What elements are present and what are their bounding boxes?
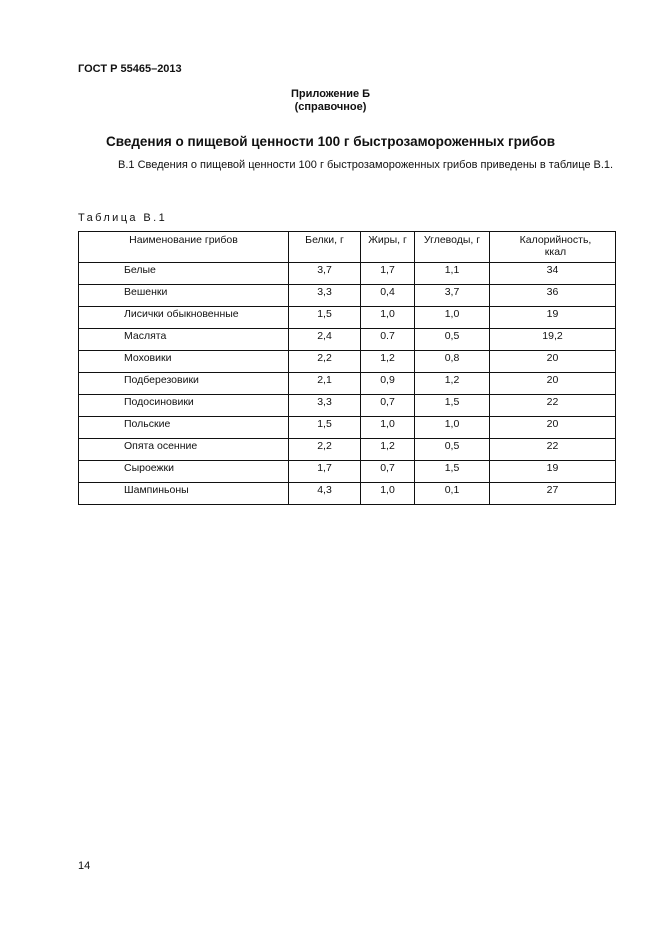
header-row bbox=[79, 232, 616, 263]
cell-calories: 34 bbox=[490, 263, 616, 285]
cell-protein: 1,5 bbox=[289, 417, 361, 439]
page-number: 14 bbox=[78, 860, 91, 872]
cell-carbs: 0,8 bbox=[415, 351, 490, 373]
cell-name: Подосиновики bbox=[79, 395, 289, 417]
cell-name: Шампиньоны bbox=[79, 483, 289, 505]
table-row bbox=[79, 417, 616, 439]
cell-fat: 1,2 bbox=[361, 351, 415, 373]
cell-name: Белые bbox=[79, 263, 289, 285]
column-header-fat: Жиры, г bbox=[361, 232, 415, 263]
column-header-calories: Калорийность, ккал bbox=[490, 232, 616, 263]
intro-paragraph: В.1 Сведения о пищевой ценности 100 г быстрозамороженных грибов приведены в таблице В.1. bbox=[118, 159, 614, 171]
cell-fat: 1,2 bbox=[361, 439, 415, 461]
column-header-name: Наименование грибов bbox=[79, 232, 289, 263]
nutrition-table bbox=[78, 231, 616, 505]
table-row bbox=[79, 461, 616, 483]
cell-protein: 3,7 bbox=[289, 263, 361, 285]
cell-fat: 1,0 bbox=[361, 483, 415, 505]
table-row bbox=[79, 329, 616, 351]
cell-calories: 19,2 bbox=[490, 329, 616, 351]
cell-carbs: 1,1 bbox=[415, 263, 490, 285]
cell-calories: 20 bbox=[490, 373, 616, 395]
cell-calories: 19 bbox=[490, 461, 616, 483]
column-header-protein: Белки, г bbox=[289, 232, 361, 263]
cell-carbs: 0,5 bbox=[415, 439, 490, 461]
table-row bbox=[79, 395, 616, 417]
cell-name: Польские bbox=[79, 417, 289, 439]
cell-name: Моховики bbox=[79, 351, 289, 373]
cell-name: Опята осенние bbox=[79, 439, 289, 461]
cell-protein: 2,2 bbox=[289, 439, 361, 461]
cell-protein: 2,2 bbox=[289, 351, 361, 373]
cell-carbs: 1,0 bbox=[415, 417, 490, 439]
cell-name: Лисички обыкновенные bbox=[79, 307, 289, 329]
cell-protein: 1,7 bbox=[289, 461, 361, 483]
cell-fat: 1,0 bbox=[361, 417, 415, 439]
cell-carbs: 1,2 bbox=[415, 373, 490, 395]
table-row bbox=[79, 373, 616, 395]
cell-name: Сыроежки bbox=[79, 461, 289, 483]
cell-name: Вешенки bbox=[79, 285, 289, 307]
table-caption: Таблица В.1 bbox=[78, 212, 168, 224]
cell-calories: 36 bbox=[490, 285, 616, 307]
appendix-note: (справочное) bbox=[294, 101, 367, 113]
table-row bbox=[79, 307, 616, 329]
cell-calories: 20 bbox=[490, 417, 616, 439]
table-row bbox=[79, 351, 616, 373]
cell-protein: 1,5 bbox=[289, 307, 361, 329]
cell-protein: 3,3 bbox=[289, 395, 361, 417]
cell-calories: 22 bbox=[490, 439, 616, 461]
column-header-carbs: Углеводы, г bbox=[415, 232, 490, 263]
cell-calories: 22 bbox=[490, 395, 616, 417]
table-body bbox=[79, 263, 616, 505]
section-title: Сведения о пищевой ценности 100 г быстрозамороженных грибов bbox=[105, 134, 556, 149]
cell-fat: 1,0 bbox=[361, 307, 415, 329]
cell-fat: 0,7 bbox=[361, 395, 415, 417]
cell-fat: 0,7 bbox=[361, 461, 415, 483]
cell-name: Маслята bbox=[79, 329, 289, 351]
cell-carbs: 0,1 bbox=[415, 483, 490, 505]
appendix-title: Приложение Б bbox=[290, 88, 371, 100]
table-header bbox=[79, 232, 616, 263]
cell-carbs: 3,7 bbox=[415, 285, 490, 307]
cell-calories: 19 bbox=[490, 307, 616, 329]
cell-calories: 27 bbox=[490, 483, 616, 505]
cell-protein: 2,1 bbox=[289, 373, 361, 395]
table-row bbox=[79, 285, 616, 307]
cell-fat: 0,4 bbox=[361, 285, 415, 307]
table-row bbox=[79, 483, 616, 505]
cell-fat: 0.7 bbox=[361, 329, 415, 351]
cell-protein: 4,3 bbox=[289, 483, 361, 505]
table-row bbox=[79, 439, 616, 461]
cell-fat: 0,9 bbox=[361, 373, 415, 395]
cell-carbs: 1,5 bbox=[415, 461, 490, 483]
cell-protein: 2,4 bbox=[289, 329, 361, 351]
table-row bbox=[79, 263, 616, 285]
document-standard-number: ГОСТ Р 55465–2013 bbox=[78, 63, 182, 75]
cell-fat: 1,7 bbox=[361, 263, 415, 285]
cell-calories: 20 bbox=[490, 351, 616, 373]
cell-protein: 3,3 bbox=[289, 285, 361, 307]
cell-carbs: 1,5 bbox=[415, 395, 490, 417]
cell-name: Подберезовики bbox=[79, 373, 289, 395]
cell-carbs: 1,0 bbox=[415, 307, 490, 329]
cell-carbs: 0,5 bbox=[415, 329, 490, 351]
